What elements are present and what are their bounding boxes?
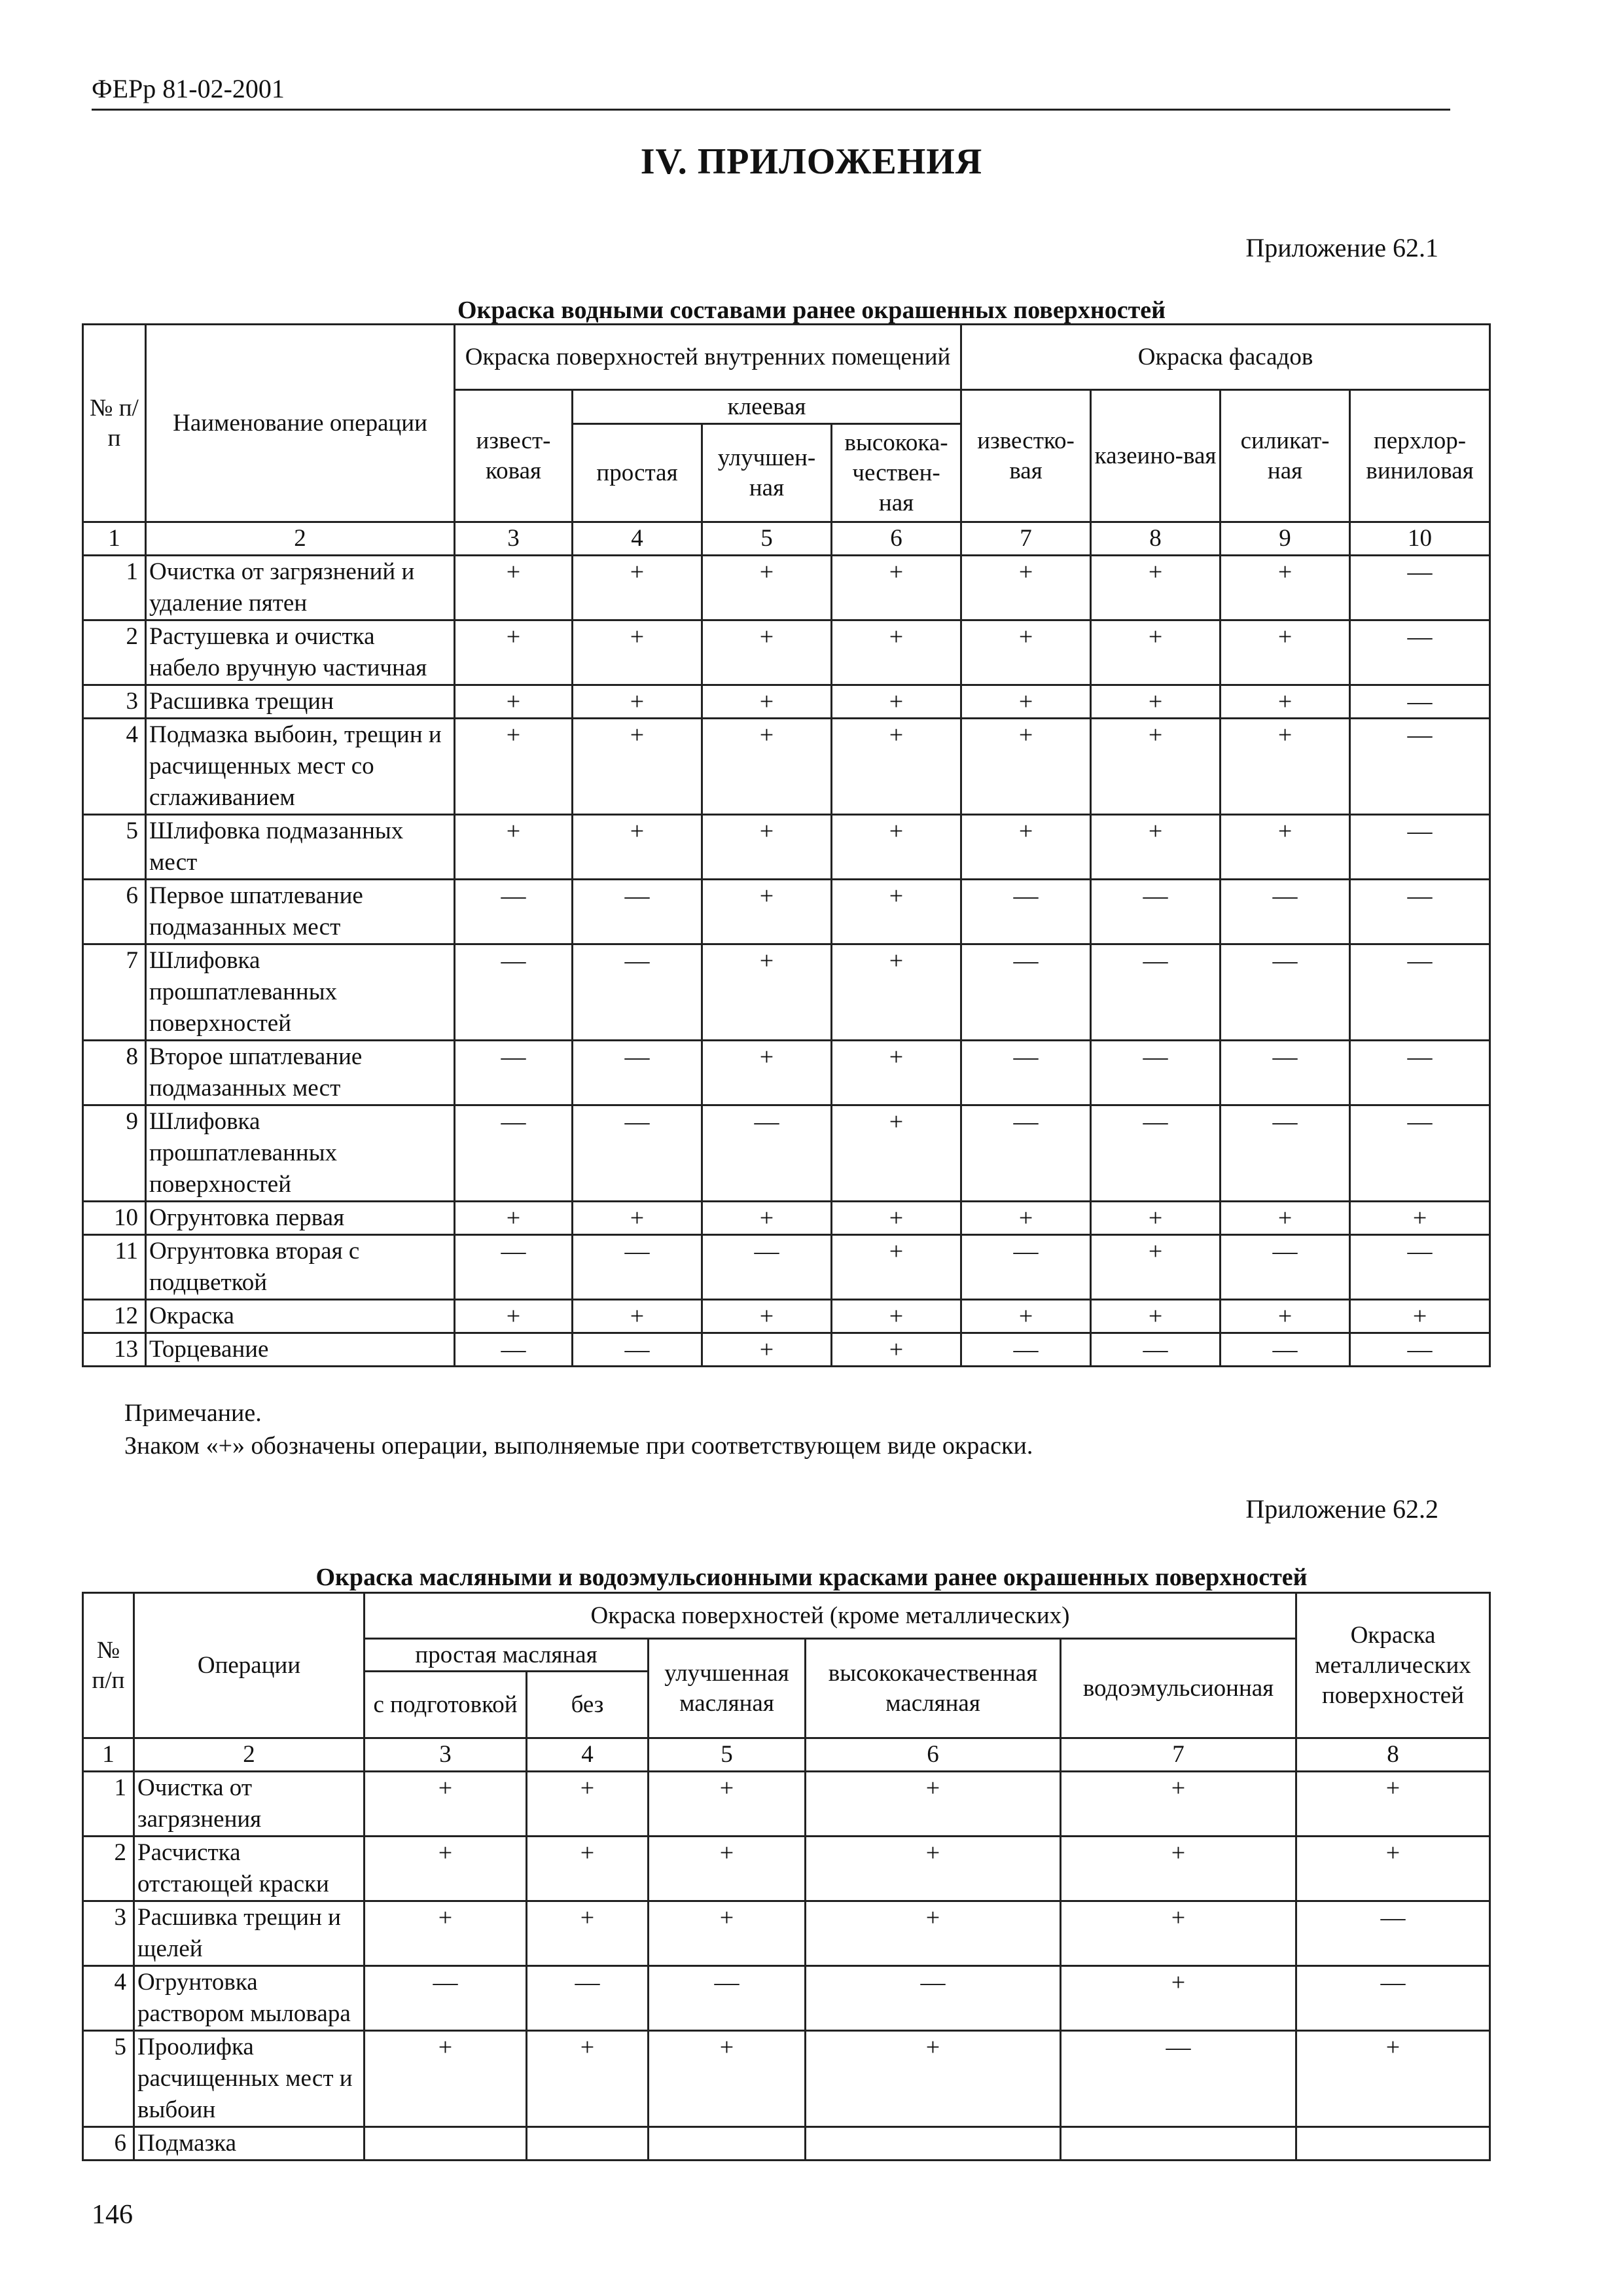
section-title: IV. ПРИЛОЖЕНИЯ bbox=[640, 141, 983, 182]
t1-mark-cell: + bbox=[961, 1300, 1091, 1333]
t2-mark-cell bbox=[365, 2127, 527, 2161]
t1-mark-cell: — bbox=[1350, 1235, 1490, 1300]
t2-colnum: 4 bbox=[527, 1738, 649, 1772]
t1-mark-cell: — bbox=[1350, 944, 1490, 1041]
t1-operation-name: Шлифовка прошпатлеванных поверхностей bbox=[146, 944, 455, 1041]
t1-mark-cell: + bbox=[1091, 685, 1221, 719]
t1-mark-cell: + bbox=[1091, 1235, 1221, 1300]
t1-mark-cell: + bbox=[455, 1300, 573, 1333]
t1-operation-name: Второе шпатлевание подмазанных мест bbox=[146, 1041, 455, 1105]
t1-row-number: 3 bbox=[83, 685, 146, 719]
t1-header-col9: силикат-ная bbox=[1221, 390, 1350, 522]
t1-mark-cell: — bbox=[1350, 880, 1490, 944]
t2-header-num: № п/п bbox=[83, 1593, 134, 1738]
table2 bbox=[82, 1592, 1491, 2161]
t2-mark-cell: + bbox=[527, 1901, 649, 1966]
t1-mark-cell: + bbox=[832, 880, 961, 944]
t1-mark-cell: + bbox=[573, 1202, 702, 1235]
t2-row-number: 5 bbox=[83, 2031, 134, 2127]
t1-mark-cell: + bbox=[455, 556, 573, 620]
t2-mark-cell: + bbox=[1061, 1772, 1296, 1837]
t1-colnum: 10 bbox=[1350, 522, 1490, 556]
t2-mark-cell bbox=[1061, 2127, 1296, 2161]
appendix-62-2-label: Приложение 62.2 bbox=[1245, 1494, 1438, 1524]
t1-mark-cell: — bbox=[1221, 1105, 1350, 1202]
t2-operation-name: Огрунтовка раствором мыловара bbox=[134, 1966, 365, 2031]
t1-mark-cell: + bbox=[832, 1300, 961, 1333]
t1-header-col3: извест-ковая bbox=[455, 390, 573, 522]
t2-body bbox=[83, 1772, 1490, 2161]
t1-row-number: 5 bbox=[83, 815, 146, 880]
t1-header-num: № п/п bbox=[83, 325, 146, 522]
t1-mark-cell: + bbox=[702, 1333, 832, 1367]
t1-row-number: 8 bbox=[83, 1041, 146, 1105]
t1-row bbox=[83, 1105, 1490, 1202]
t1-row bbox=[83, 1235, 1490, 1300]
t1-row bbox=[83, 556, 1490, 620]
t1-mark-cell: — bbox=[573, 1105, 702, 1202]
t1-mark-cell: + bbox=[961, 620, 1091, 685]
t1-colnum: 1 bbox=[83, 522, 146, 556]
t1-mark-cell: + bbox=[573, 719, 702, 815]
t1-mark-cell: + bbox=[1221, 815, 1350, 880]
t1-colnum: 3 bbox=[455, 522, 573, 556]
t1-mark-cell: + bbox=[573, 815, 702, 880]
document-code: ФЕРр 81-02-2001 bbox=[92, 74, 285, 103]
t2-mark-cell: — bbox=[365, 1966, 527, 2031]
t1-row-number: 6 bbox=[83, 880, 146, 944]
t1-mark-cell: — bbox=[1350, 1041, 1490, 1105]
t1-operation-name: Растушевка и очистка набело вручную частичная bbox=[146, 620, 455, 685]
t2-mark-cell: — bbox=[1296, 1901, 1490, 1966]
t2-mark-cell: + bbox=[365, 2031, 527, 2127]
t1-row bbox=[83, 685, 1490, 719]
t1-mark-cell: — bbox=[1221, 944, 1350, 1041]
t1-row bbox=[83, 719, 1490, 815]
t2-row bbox=[83, 1966, 1490, 2031]
t1-mark-cell: + bbox=[1221, 620, 1350, 685]
t1-row bbox=[83, 1041, 1490, 1105]
t1-mark-cell: — bbox=[455, 1105, 573, 1202]
t2-mark-cell: + bbox=[527, 1837, 649, 1901]
t2-mark-cell: + bbox=[365, 1901, 527, 1966]
t1-mark-cell: + bbox=[455, 815, 573, 880]
t1-row-number: 1 bbox=[83, 556, 146, 620]
t1-operation-name: Шлифовка прошпатлеванных поверхностей bbox=[146, 1105, 455, 1202]
t1-mark-cell: — bbox=[961, 1235, 1091, 1300]
t2-colnum: 6 bbox=[806, 1738, 1061, 1772]
t2-operation-name: Очистка от загрязнения bbox=[134, 1772, 365, 1837]
t2-mark-cell: + bbox=[1061, 1837, 1296, 1901]
t1-mark-cell: + bbox=[702, 1202, 832, 1235]
t2-header-col8: Окраска металлических поверхностей bbox=[1296, 1593, 1490, 1738]
t1-header-interior: Окраска поверхностей внутренних помещений bbox=[455, 325, 961, 390]
t1-mark-cell: + bbox=[832, 1041, 961, 1105]
t1-operation-name: Подмазка выбоин, трещин и расчищенных мест со сглаживанием bbox=[146, 719, 455, 815]
t1-colnum: 7 bbox=[961, 522, 1091, 556]
t2-mark-cell: + bbox=[806, 1837, 1061, 1901]
t1-mark-cell: — bbox=[1091, 880, 1221, 944]
t2-mark-cell: + bbox=[527, 1772, 649, 1837]
t2-mark-cell: + bbox=[365, 1772, 527, 1837]
t1-mark-cell: + bbox=[1221, 685, 1350, 719]
note-text: Знаком «+» обозначены операции, выполняемые при соответствующем виде окраски. bbox=[124, 1432, 1033, 1460]
t1-mark-cell: — bbox=[455, 1041, 573, 1105]
t1-mark-cell: — bbox=[961, 1041, 1091, 1105]
t1-mark-cell: + bbox=[832, 1202, 961, 1235]
t1-mark-cell: — bbox=[455, 1333, 573, 1367]
t1-mark-cell: — bbox=[961, 944, 1091, 1041]
t1-mark-cell: + bbox=[832, 944, 961, 1041]
t2-mark-cell: — bbox=[527, 1966, 649, 2031]
t1-colnum: 8 bbox=[1091, 522, 1221, 556]
t1-mark-cell: — bbox=[961, 1333, 1091, 1367]
t1-mark-cell: + bbox=[832, 620, 961, 685]
t2-row bbox=[83, 2127, 1490, 2161]
t1-header-col8: казеино-вая bbox=[1091, 390, 1221, 522]
t2-colnum: 3 bbox=[365, 1738, 527, 1772]
t1-mark-cell: + bbox=[573, 620, 702, 685]
t1-mark-cell: — bbox=[961, 1105, 1091, 1202]
t1-mark-cell: + bbox=[1091, 556, 1221, 620]
appendix-62-1-label: Приложение 62.1 bbox=[1245, 233, 1438, 262]
t1-operation-name: Огрунтовка вторая с подцветкой bbox=[146, 1235, 455, 1300]
t1-operation-name: Окраска bbox=[146, 1300, 455, 1333]
t1-mark-cell: + bbox=[1350, 1300, 1490, 1333]
t1-mark-cell: — bbox=[1091, 1041, 1221, 1105]
t1-mark-cell: + bbox=[455, 620, 573, 685]
t1-colnum: 2 bbox=[146, 522, 455, 556]
t1-operation-name: Шлифовка подмазанных мест bbox=[146, 815, 455, 880]
t1-mark-cell: — bbox=[1350, 1333, 1490, 1367]
t2-row-number: 6 bbox=[83, 2127, 134, 2161]
t1-header-name: Наименование операции bbox=[146, 325, 455, 522]
table2-title: Окраска масляными и водоэмульсионными красками ранее окрашенных поверхностей bbox=[315, 1564, 1308, 1591]
t1-mark-cell: + bbox=[1350, 1202, 1490, 1235]
t1-row-number: 9 bbox=[83, 1105, 146, 1202]
t1-operation-name: Первое шпатлевание подмазанных мест bbox=[146, 880, 455, 944]
t1-mark-cell: — bbox=[702, 1105, 832, 1202]
t1-header-col6: высокока-чествен-ная bbox=[832, 424, 961, 522]
t1-header-facade: Окраска фасадов bbox=[961, 325, 1490, 390]
t2-mark-cell bbox=[806, 2127, 1061, 2161]
t2-header-col4: без bbox=[527, 1672, 649, 1738]
t2-header-surfaces: Окраска поверхностей (кроме металлических) bbox=[365, 1593, 1296, 1639]
t2-column-numbers-row bbox=[83, 1738, 1490, 1772]
t1-row-number: 7 bbox=[83, 944, 146, 1041]
t1-row bbox=[83, 1333, 1490, 1367]
t1-mark-cell: — bbox=[455, 1235, 573, 1300]
t1-mark-cell: + bbox=[455, 1202, 573, 1235]
t2-mark-cell: + bbox=[365, 1837, 527, 1901]
t2-colnum: 5 bbox=[649, 1738, 806, 1772]
t1-mark-cell: — bbox=[573, 944, 702, 1041]
t2-operation-name: Расшивка трещин и щелей bbox=[134, 1901, 365, 1966]
t1-mark-cell: + bbox=[961, 719, 1091, 815]
t1-header-glue: клеевая bbox=[573, 390, 961, 424]
t1-mark-cell: + bbox=[1221, 1202, 1350, 1235]
t1-mark-cell: + bbox=[702, 620, 832, 685]
t1-mark-cell: + bbox=[961, 815, 1091, 880]
t1-mark-cell: — bbox=[1221, 1041, 1350, 1105]
t1-mark-cell: + bbox=[832, 1105, 961, 1202]
note-heading: Примечание. bbox=[124, 1399, 262, 1427]
t2-colnum: 7 bbox=[1061, 1738, 1296, 1772]
t2-colnum: 2 bbox=[134, 1738, 365, 1772]
t1-header-col10: перхлор-виниловая bbox=[1350, 390, 1490, 522]
t1-mark-cell: — bbox=[702, 1235, 832, 1300]
t2-mark-cell: + bbox=[806, 2031, 1061, 2127]
t1-mark-cell: + bbox=[1221, 556, 1350, 620]
t2-mark-cell: + bbox=[527, 2031, 649, 2127]
t1-mark-cell: + bbox=[1091, 620, 1221, 685]
t1-row bbox=[83, 1300, 1490, 1333]
t2-colnum: 8 bbox=[1296, 1738, 1490, 1772]
t1-row-number: 13 bbox=[83, 1333, 146, 1367]
t1-mark-cell: + bbox=[1091, 719, 1221, 815]
t2-mark-cell bbox=[1296, 2127, 1490, 2161]
t2-mark-cell: + bbox=[806, 1772, 1061, 1837]
t1-mark-cell: — bbox=[1091, 1333, 1221, 1367]
t1-mark-cell: — bbox=[1221, 1235, 1350, 1300]
t1-mark-cell: — bbox=[1350, 719, 1490, 815]
t1-mark-cell: — bbox=[455, 944, 573, 1041]
t1-operation-name: Расшивка трещин bbox=[146, 685, 455, 719]
t1-row-number: 10 bbox=[83, 1202, 146, 1235]
t1-row bbox=[83, 1202, 1490, 1235]
t2-mark-cell: + bbox=[649, 1901, 806, 1966]
t1-mark-cell: + bbox=[1221, 719, 1350, 815]
t1-mark-cell: + bbox=[573, 685, 702, 719]
t2-mark-cell: + bbox=[649, 1772, 806, 1837]
t2-row-number: 1 bbox=[83, 1772, 134, 1837]
t1-row-number: 12 bbox=[83, 1300, 146, 1333]
t2-mark-cell: — bbox=[806, 1966, 1061, 2031]
t1-mark-cell: + bbox=[702, 1041, 832, 1105]
t1-operation-name: Огрунтовка первая bbox=[146, 1202, 455, 1235]
t2-row-number: 2 bbox=[83, 1837, 134, 1901]
t2-operation-name: Подмазка bbox=[134, 2127, 365, 2161]
t1-mark-cell: — bbox=[1350, 815, 1490, 880]
t1-mark-cell: + bbox=[702, 719, 832, 815]
t2-mark-cell: + bbox=[1296, 1837, 1490, 1901]
t1-colnum: 5 bbox=[702, 522, 832, 556]
t1-mark-cell: — bbox=[573, 1041, 702, 1105]
t2-mark-cell: + bbox=[1061, 1901, 1296, 1966]
t2-header-name: Операции bbox=[134, 1593, 365, 1738]
t1-mark-cell: + bbox=[702, 685, 832, 719]
t1-mark-cell: + bbox=[702, 815, 832, 880]
t1-mark-cell: + bbox=[702, 880, 832, 944]
t1-mark-cell: + bbox=[573, 1300, 702, 1333]
t1-mark-cell: — bbox=[1091, 1105, 1221, 1202]
t1-mark-cell: + bbox=[832, 1235, 961, 1300]
t2-mark-cell: + bbox=[649, 2031, 806, 2127]
t1-row-number: 2 bbox=[83, 620, 146, 685]
t1-mark-cell: + bbox=[455, 685, 573, 719]
t2-row bbox=[83, 1837, 1490, 1901]
t2-row bbox=[83, 1772, 1490, 1837]
t1-colnum: 4 bbox=[573, 522, 702, 556]
t1-row-number: 4 bbox=[83, 719, 146, 815]
t2-mark-cell: + bbox=[1296, 1772, 1490, 1837]
t1-mark-cell: — bbox=[1221, 880, 1350, 944]
page-number: 146 bbox=[92, 2200, 133, 2230]
t1-mark-cell: + bbox=[961, 685, 1091, 719]
t1-mark-cell: — bbox=[1350, 1105, 1490, 1202]
t1-mark-cell: — bbox=[573, 1235, 702, 1300]
header-rule bbox=[92, 109, 1450, 111]
t2-row bbox=[83, 2031, 1490, 2127]
t1-operation-name: Торцевание bbox=[146, 1333, 455, 1367]
t1-mark-cell: + bbox=[702, 556, 832, 620]
t1-row bbox=[83, 815, 1490, 880]
t1-mark-cell: + bbox=[702, 944, 832, 1041]
t2-header-col7: водоэмульсионная bbox=[1061, 1639, 1296, 1738]
t1-mark-cell: + bbox=[961, 1202, 1091, 1235]
t1-colnum: 6 bbox=[832, 522, 961, 556]
t1-mark-cell: — bbox=[1350, 685, 1490, 719]
t2-row-number: 3 bbox=[83, 1901, 134, 1966]
t2-row-number: 4 bbox=[83, 1966, 134, 2031]
t2-mark-cell: + bbox=[1061, 1966, 1296, 2031]
t2-header-col5: улучшенная масляная bbox=[649, 1639, 806, 1738]
t1-mark-cell: — bbox=[961, 880, 1091, 944]
t2-operation-name: Проолифка расчищенных мест и выбоин bbox=[134, 2031, 365, 2127]
t2-colnum: 1 bbox=[83, 1738, 134, 1772]
t1-mark-cell: — bbox=[1091, 944, 1221, 1041]
t1-mark-cell: + bbox=[1091, 1300, 1221, 1333]
t1-header-col4: простая bbox=[573, 424, 702, 522]
t2-header-col6: высококачественная масляная bbox=[806, 1639, 1061, 1738]
t2-mark-cell: + bbox=[649, 1837, 806, 1901]
t2-mark-cell: — bbox=[649, 1966, 806, 2031]
t2-header-col3: с подготовкой bbox=[365, 1672, 527, 1738]
t1-mark-cell: + bbox=[832, 685, 961, 719]
t1-column-numbers-row bbox=[83, 522, 1490, 556]
t1-header-col7: известко-вая bbox=[961, 390, 1091, 522]
t2-header-simple-oil: простая масляная bbox=[365, 1639, 649, 1672]
t1-mark-cell: — bbox=[573, 880, 702, 944]
table1 bbox=[82, 323, 1491, 1367]
t2-mark-cell: — bbox=[1061, 2031, 1296, 2127]
t1-colnum: 9 bbox=[1221, 522, 1350, 556]
t1-row bbox=[83, 944, 1490, 1041]
t1-row bbox=[83, 880, 1490, 944]
t1-mark-cell: + bbox=[832, 1333, 961, 1367]
t1-mark-cell: + bbox=[573, 556, 702, 620]
t1-body bbox=[83, 556, 1490, 1367]
t1-operation-name: Очистка от загрязнений и удаление пятен bbox=[146, 556, 455, 620]
t1-mark-cell: + bbox=[1091, 815, 1221, 880]
t1-mark-cell: + bbox=[1091, 1202, 1221, 1235]
t1-row bbox=[83, 620, 1490, 685]
t1-row-number: 11 bbox=[83, 1235, 146, 1300]
t1-mark-cell: + bbox=[455, 719, 573, 815]
t1-mark-cell: — bbox=[1221, 1333, 1350, 1367]
t2-row bbox=[83, 1901, 1490, 1966]
t1-mark-cell: — bbox=[1350, 556, 1490, 620]
t1-mark-cell: + bbox=[961, 556, 1091, 620]
t1-mark-cell: — bbox=[573, 1333, 702, 1367]
t1-header-col5: улучшен-ная bbox=[702, 424, 832, 522]
t1-mark-cell: + bbox=[832, 719, 961, 815]
t2-mark-cell bbox=[527, 2127, 649, 2161]
t1-mark-cell: — bbox=[455, 880, 573, 944]
t1-mark-cell: — bbox=[1350, 620, 1490, 685]
t2-mark-cell: + bbox=[1296, 2031, 1490, 2127]
t1-mark-cell: + bbox=[832, 815, 961, 880]
t2-mark-cell: — bbox=[1296, 1966, 1490, 2031]
t1-mark-cell: + bbox=[702, 1300, 832, 1333]
t2-mark-cell bbox=[649, 2127, 806, 2161]
table1-title: Окраска водными составами ранее окрашенных поверхностей bbox=[457, 296, 1166, 324]
t2-mark-cell: + bbox=[806, 1901, 1061, 1966]
t2-operation-name: Расчистка отстающей краски bbox=[134, 1837, 365, 1901]
t1-mark-cell: + bbox=[1221, 1300, 1350, 1333]
t1-mark-cell: + bbox=[832, 556, 961, 620]
